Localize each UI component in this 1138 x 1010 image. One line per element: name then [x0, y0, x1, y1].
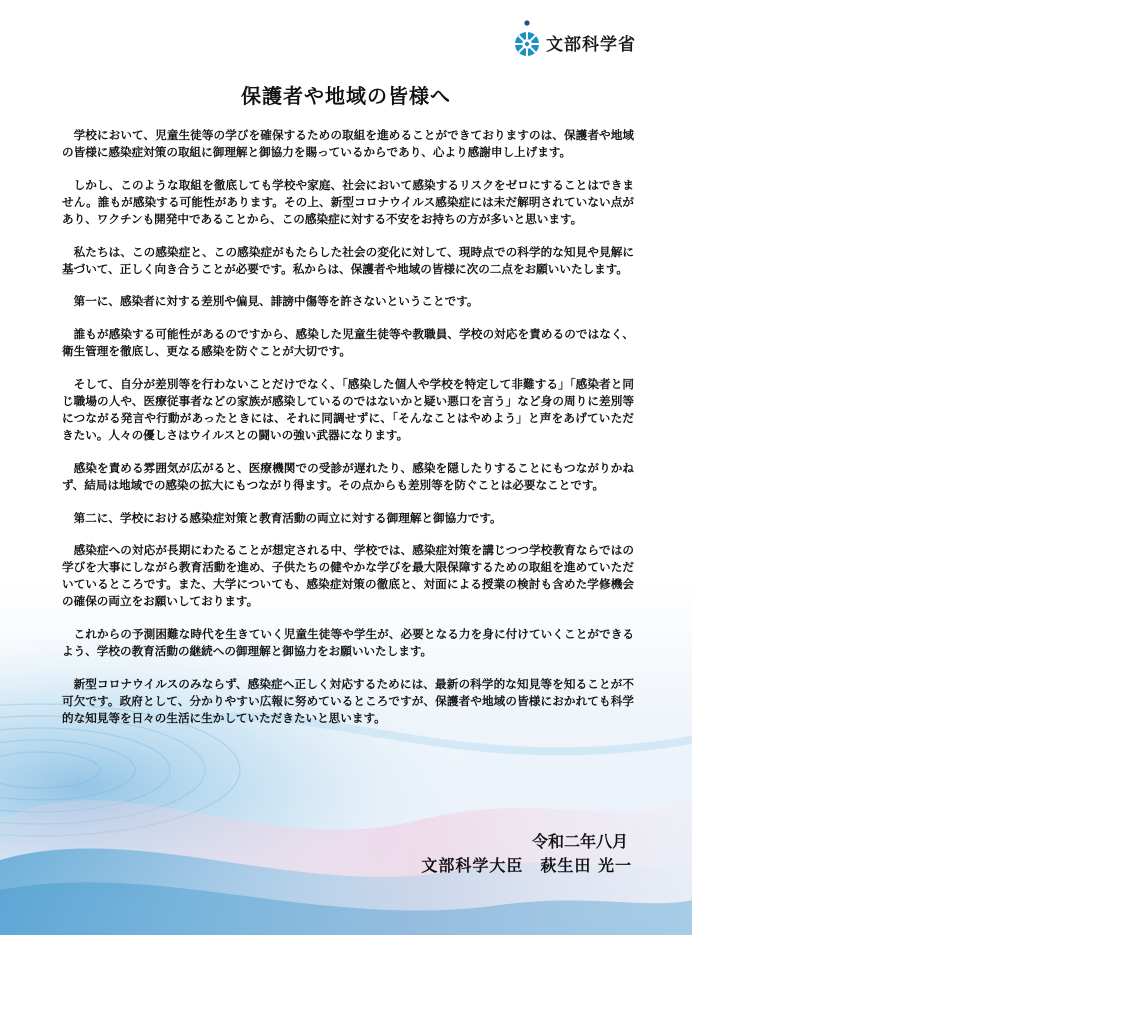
paragraph: 感染症への対応が長期にわたることが想定される中、学校では、感染症対策を講じつつ学校教育ならではの学びを大事にしながら教育活動を進め、子供たちの健やかな学びを最大限保障するための取組を進めていただいているところです。また、大学についても、感染症対策の徹底と、対面による授業の検討も含めた学修機会の確保の両立をお願いしております。 — [62, 543, 634, 609]
paragraph: 学校において、児童生徒等の学びを確保するための取組を進めることができておりますのは、保護者や地域の皆様に感染症対策の取組に御理解と御協力を賜っているからであり、心より感謝申し上げます。 — [62, 128, 634, 159]
minister-signature: 文部科学大臣 萩生田 光一 — [421, 856, 632, 875]
paragraph: 第二に、学校における感染症対策と教育活動の両立に対する御理解と御協力です。 — [73, 510, 502, 525]
signature-block — [421, 830, 632, 878]
paragraph: 第一に、感染者に対する差別や偏見、誹謗中傷等を許さないということです。 — [73, 294, 479, 309]
letter-title: 保護者や地域の皆様へ — [241, 84, 451, 108]
mext-logo — [512, 20, 636, 58]
letter-body — [62, 127, 634, 743]
paragraph: 誰もが感染する可能性があるのですから、感染した児童生徒等や教職員、学校の対応を責めるのではなく、衛生管理を徹底し、更なる感染を防ぐことが大切です。 — [62, 327, 634, 359]
paragraph: しかし、このような取組を徹底しても学校や家庭、社会において感染するリスクをゼロにすることはできません。誰もが感染する可能性があります。その上、新型コロナウイルス感染症には未だ解明されていない点があり、ワクチンも開発中であることから、この感染症に対する不安をお持ちの方が多いと思います。 — [62, 177, 634, 226]
mext-logo-icon — [512, 20, 542, 58]
paragraph: そして、自分が差別等を行わないことだけでなく、「感染した個人や学校を特定して非難する」「感染者と同じ職場の人や、医療従事者などの家族が感染しているのではないかと疑い悪口を言う」など身の周りに差別等につながる発言や行動があったときには、それに同調せずに、「そんなことはやめよう」と声をあげていただきたい。人々の優しさはウイルスとの闘いの強い武器になります。 — [62, 376, 634, 442]
letter-date: 令和二年八月 — [531, 832, 628, 851]
paragraph: 感染を責める雰囲気が広がると、医療機関での受診が遅れたり、感染を隠したりすることにもつながりかねず、結局は地域での感染の拡大にもつながり得ます。その点からも差別等を防ぐことは必要なことです。 — [62, 460, 634, 492]
mext-logo-text: 文部科学省 — [546, 34, 636, 55]
paragraph: 新型コロナウイルスのみならず、感染症へ正しく対応するためには、最新の科学的な知見等を知ることが不可欠です。政府として、分かりやすい広報に努めているところですが、保護者や地域の皆様におかれても科学的な知見等を日々の生活に生かしていただきたいと思います。 — [62, 676, 634, 725]
paragraph: これからの予測困難な時代を生きていく児童生徒等や学生が、必要となる力を身に付けていくことができるよう、学校の教育活動の継続への御理解と御協力をお願いいたします。 — [62, 627, 634, 659]
paragraph: 私たちは、この感染症と、この感染症がもたらした社会の変化に対して、現時点での科学的な知見や見解に基づいて、正しく向き合うことが必要です。私からは、保護者や地域の皆様に次の二点をお願いいたします。 — [62, 244, 634, 276]
